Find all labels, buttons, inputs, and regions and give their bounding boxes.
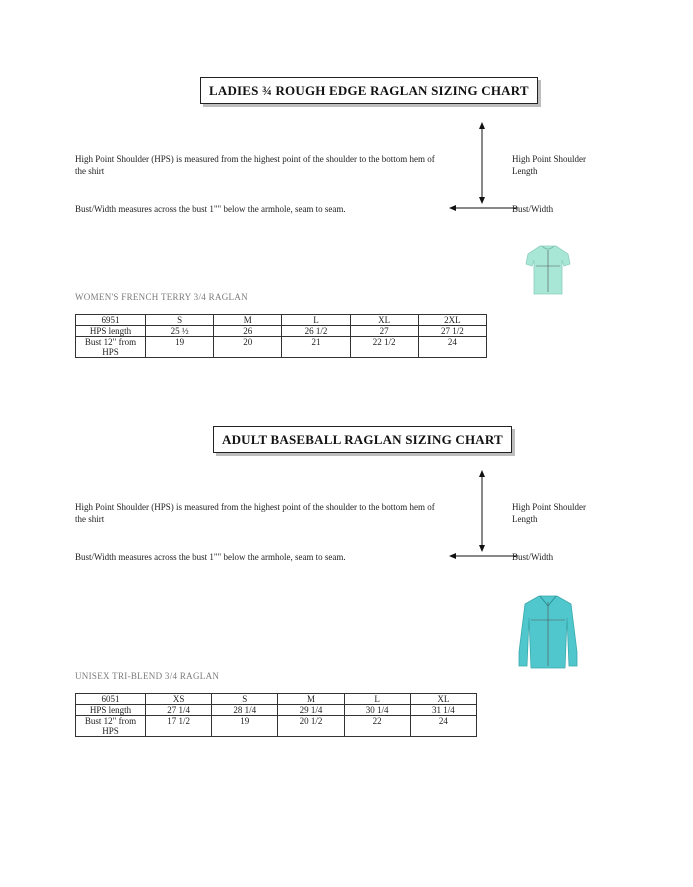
table-cell: 31 1/4	[410, 705, 476, 716]
table-cell: 20	[214, 337, 282, 358]
table-cell: 27 1/4	[146, 705, 212, 716]
table-cell: 29 1/4	[278, 705, 344, 716]
section-1-bust-label: Bust/Width	[512, 204, 554, 214]
table-cell: 22 1/2	[350, 337, 418, 358]
table-cell: 20 1/2	[278, 716, 344, 737]
table-row	[76, 705, 477, 716]
table-cell: 26	[214, 326, 282, 337]
section-1-product-name: WOMEN'S FRENCH TERRY 3/4 RAGLAN	[75, 292, 248, 302]
size-header: L	[282, 315, 350, 326]
section-1-title: LADIES ¾ ROUGH EDGE RAGLAN SIZING CHART	[200, 77, 538, 104]
table-row	[76, 716, 477, 737]
style-number: 6051	[76, 694, 146, 705]
section-1-hps-description: High Point Shoulder (HPS) is measured from the highest point of the shoulder to the bottom hem of the shirt	[75, 154, 435, 176]
size-header: XS	[146, 694, 212, 705]
baseball-raglan-shirt-icon	[515, 594, 581, 670]
table-cell: 19	[146, 337, 214, 358]
row-label: HPS length	[76, 705, 146, 716]
size-header: XL	[350, 315, 418, 326]
section-2-bust-description: Bust/Width measures across the bust 1"" below the armhole, seam to seam.	[75, 552, 346, 562]
section-2-bust-label: Bust/Width	[512, 552, 554, 562]
table-cell: 21	[282, 337, 350, 358]
size-header: S	[146, 315, 214, 326]
size-header: L	[344, 694, 410, 705]
section-2-measure-arrows	[440, 468, 520, 568]
section-1-bust-description: Bust/Width measures across the bust 1"" below the armhole, seam to seam.	[75, 204, 346, 214]
ladies-raglan-shirt-icon	[524, 244, 572, 298]
section-1-hps-label: High Point Shoulder Length	[512, 154, 587, 176]
table-cell: 26 1/2	[282, 326, 350, 337]
table-cell: 24	[418, 337, 486, 358]
section-2-hps-label: High Point Shoulder Length	[512, 502, 587, 524]
table-cell: 27	[350, 326, 418, 337]
table-cell: 30 1/4	[344, 705, 410, 716]
row-label: HPS length	[76, 326, 146, 337]
table-cell: 17 1/2	[146, 716, 212, 737]
table-cell: 28 1/4	[212, 705, 278, 716]
table-row	[76, 337, 487, 358]
size-header: XL	[410, 694, 476, 705]
table-cell: 25 ½	[146, 326, 214, 337]
section-2-size-table	[75, 693, 477, 737]
table-row	[76, 326, 487, 337]
row-label: Bust 12" from HPS	[76, 716, 146, 737]
table-cell: 24	[410, 716, 476, 737]
table-cell: 27 1/2	[418, 326, 486, 337]
size-header: S	[212, 694, 278, 705]
table-cell: 19	[212, 716, 278, 737]
section-2-product-name: UNISEX TRI-BLEND 3/4 RAGLAN	[75, 671, 220, 681]
table-cell: 22	[344, 716, 410, 737]
row-label: Bust 12" from HPS	[76, 337, 146, 358]
style-number: 6951	[76, 315, 146, 326]
table-header-row	[76, 315, 487, 326]
size-header: 2XL	[418, 315, 486, 326]
section-2-title: ADULT BASEBALL RAGLAN SIZING CHART	[213, 426, 512, 453]
section-1-measure-arrows	[440, 120, 520, 220]
section-1-size-table	[75, 314, 487, 358]
size-header: M	[214, 315, 282, 326]
size-header: M	[278, 694, 344, 705]
table-header-row	[76, 694, 477, 705]
section-2-hps-description: High Point Shoulder (HPS) is measured from the highest point of the shoulder to the bottom hem of the shirt	[75, 502, 435, 524]
